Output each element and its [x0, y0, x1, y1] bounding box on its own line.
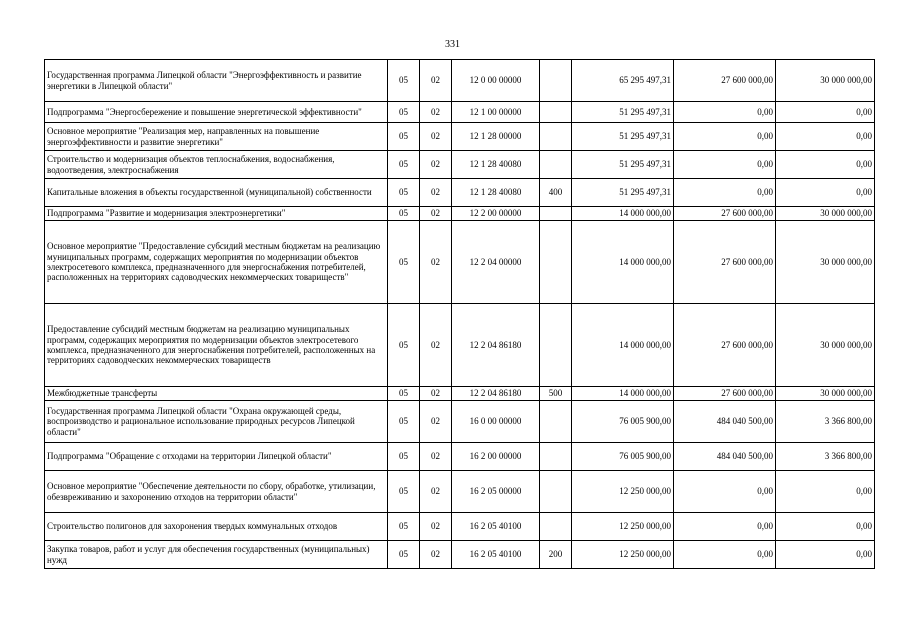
table-row: [45, 123, 875, 151]
row-name: Основное мероприятие "Обеспечение деятельности по сбору, обработке, утилизации, обезвреживанию и захоронению отходов на территории области": [45, 471, 388, 513]
amount-year-1: 14 000 000,00: [572, 207, 674, 221]
table-row: [45, 221, 875, 304]
target-article-code: 12 2 04 86180: [452, 387, 540, 401]
amount-year-1: 51 295 497,31: [572, 179, 674, 207]
expense-type-code: [540, 443, 572, 471]
row-name: Основное мероприятие "Реализация мер, направленных на повышение энергоэффективности и развитие энергетики": [45, 123, 388, 151]
target-article-code: 12 2 00 00000: [452, 207, 540, 221]
subsection-code: 02: [420, 207, 452, 221]
row-name: Основное мероприятие "Предоставление субсидий местным бюджетам на реализацию муниципальных программ, содержащих мероприятия по модернизации объектов электросетевого комплекса, предназначенного для энергоснабжения потребителей, расположенных на территориях садоводческих некоммерческих товариществ": [45, 221, 388, 304]
amount-year-1: 51 295 497,31: [572, 151, 674, 179]
table-row: [45, 443, 875, 471]
target-article-code: 16 0 00 00000: [452, 401, 540, 443]
expense-type-code: 500: [540, 387, 572, 401]
subsection-code: 02: [420, 387, 452, 401]
amount-year-2: 0,00: [674, 151, 776, 179]
table-row: [45, 471, 875, 513]
target-article-code: 12 0 00 00000: [452, 60, 540, 102]
target-article-code: 12 2 04 00000: [452, 221, 540, 304]
row-name: Подпрограмма "Развитие и модернизация электроэнергетики": [45, 207, 388, 221]
amount-year-2: 27 600 000,00: [674, 221, 776, 304]
amount-year-1: 14 000 000,00: [572, 387, 674, 401]
expense-type-code: [540, 60, 572, 102]
amount-year-3: 0,00: [776, 179, 875, 207]
row-name: Строительство полигонов для захоронения твердых коммунальных отходов: [45, 513, 388, 541]
budget-table: [44, 59, 875, 569]
amount-year-3: 0,00: [776, 151, 875, 179]
subsection-code: 02: [420, 513, 452, 541]
amount-year-2: 27 600 000,00: [674, 207, 776, 221]
section-code: 05: [388, 102, 420, 123]
row-name: Строительство и модернизация объектов теплоснабжения, водоснабжения, водоотведения, электроснабжения: [45, 151, 388, 179]
table-row: [45, 179, 875, 207]
row-name: Государственная программа Липецкой области "Охрана окружающей среды, воспроизводство и рациональное использование природных ресурсов Липецкой области": [45, 401, 388, 443]
amount-year-1: 12 250 000,00: [572, 541, 674, 569]
subsection-code: 02: [420, 401, 452, 443]
section-code: 05: [388, 304, 420, 387]
target-article-code: 12 1 28 40080: [452, 179, 540, 207]
amount-year-2: 0,00: [674, 123, 776, 151]
expense-type-code: [540, 401, 572, 443]
row-name: Предоставление субсидий местным бюджетам на реализацию муниципальных программ, содержащих мероприятия по модернизации объектов электросетевого комплекса, предназначенного для энергоснабжения потребителей, расположенных на территориях садоводческих некоммерческих товариществ: [45, 304, 388, 387]
amount-year-2: 0,00: [674, 471, 776, 513]
amount-year-2: 0,00: [674, 541, 776, 569]
amount-year-1: 12 250 000,00: [572, 471, 674, 513]
expense-type-code: [540, 207, 572, 221]
target-article-code: 16 2 05 00000: [452, 471, 540, 513]
table-row: [45, 304, 875, 387]
page-number: 331: [445, 39, 460, 50]
expense-type-code: [540, 471, 572, 513]
table-row: [45, 102, 875, 123]
amount-year-1: 14 000 000,00: [572, 221, 674, 304]
amount-year-1: 51 295 497,31: [572, 102, 674, 123]
subsection-code: 02: [420, 60, 452, 102]
amount-year-2: 27 600 000,00: [674, 304, 776, 387]
subsection-code: 02: [420, 179, 452, 207]
subsection-code: 02: [420, 471, 452, 513]
amount-year-3: 30 000 000,00: [776, 207, 875, 221]
section-code: 05: [388, 401, 420, 443]
row-name: Подпрограмма "Обращение с отходами на территории Липецкой области": [45, 443, 388, 471]
amount-year-2: 27 600 000,00: [674, 387, 776, 401]
section-code: 05: [388, 471, 420, 513]
amount-year-3: 3 366 800,00: [776, 443, 875, 471]
section-code: 05: [388, 541, 420, 569]
section-code: 05: [388, 207, 420, 221]
row-name: Государственная программа Липецкой области "Энергоэффективность и развитие энергетики в Липецкой области": [45, 60, 388, 102]
row-name: Закупка товаров, работ и услуг для обеспечения государственных (муниципальных) нужд: [45, 541, 388, 569]
expense-type-code: [540, 151, 572, 179]
section-code: 05: [388, 179, 420, 207]
amount-year-3: 0,00: [776, 513, 875, 541]
target-article-code: 12 1 28 00000: [452, 123, 540, 151]
amount-year-1: 76 005 900,00: [572, 443, 674, 471]
row-name: Подпрограмма "Энергосбережение и повышение энергетической эффективности": [45, 102, 388, 123]
target-article-code: 12 2 04 86180: [452, 304, 540, 387]
table-row: [45, 387, 875, 401]
expense-type-code: [540, 221, 572, 304]
amount-year-3: 30 000 000,00: [776, 304, 875, 387]
amount-year-3: 3 366 800,00: [776, 401, 875, 443]
amount-year-1: 14 000 000,00: [572, 304, 674, 387]
row-name: Капитальные вложения в объекты государственной (муниципальной) собственности: [45, 179, 388, 207]
section-code: 05: [388, 123, 420, 151]
target-article-code: 12 1 00 00000: [452, 102, 540, 123]
section-code: 05: [388, 513, 420, 541]
expense-type-code: [540, 513, 572, 541]
amount-year-3: 0,00: [776, 123, 875, 151]
row-name: Межбюджетные трансферты: [45, 387, 388, 401]
amount-year-1: 12 250 000,00: [572, 513, 674, 541]
amount-year-3: 0,00: [776, 102, 875, 123]
section-code: 05: [388, 387, 420, 401]
subsection-code: 02: [420, 541, 452, 569]
amount-year-2: 484 040 500,00: [674, 443, 776, 471]
table-row: [45, 207, 875, 221]
subsection-code: 02: [420, 102, 452, 123]
amount-year-2: 0,00: [674, 102, 776, 123]
amount-year-3: 30 000 000,00: [776, 221, 875, 304]
table-row: [45, 60, 875, 102]
section-code: 05: [388, 221, 420, 304]
table-row: [45, 513, 875, 541]
table-row: [45, 401, 875, 443]
amount-year-3: 30 000 000,00: [776, 60, 875, 102]
target-article-code: 16 2 05 40100: [452, 541, 540, 569]
subsection-code: 02: [420, 123, 452, 151]
amount-year-2: 0,00: [674, 513, 776, 541]
amount-year-2: 0,00: [674, 179, 776, 207]
expense-type-code: 400: [540, 179, 572, 207]
section-code: 05: [388, 443, 420, 471]
amount-year-3: 0,00: [776, 471, 875, 513]
subsection-code: 02: [420, 304, 452, 387]
amount-year-1: 76 005 900,00: [572, 401, 674, 443]
amount-year-1: 51 295 497,31: [572, 123, 674, 151]
expense-type-code: 200: [540, 541, 572, 569]
amount-year-3: 0,00: [776, 541, 875, 569]
subsection-code: 02: [420, 151, 452, 179]
section-code: 05: [388, 60, 420, 102]
expense-type-code: [540, 123, 572, 151]
table-row: [45, 151, 875, 179]
section-code: 05: [388, 151, 420, 179]
target-article-code: 12 1 28 40080: [452, 151, 540, 179]
expense-type-code: [540, 304, 572, 387]
table-row: [45, 541, 875, 569]
subsection-code: 02: [420, 443, 452, 471]
subsection-code: 02: [420, 221, 452, 304]
target-article-code: 16 2 05 40100: [452, 513, 540, 541]
amount-year-3: 30 000 000,00: [776, 387, 875, 401]
amount-year-2: 484 040 500,00: [674, 401, 776, 443]
target-article-code: 16 2 00 00000: [452, 443, 540, 471]
expense-type-code: [540, 102, 572, 123]
amount-year-1: 65 295 497,31: [572, 60, 674, 102]
amount-year-2: 27 600 000,00: [674, 60, 776, 102]
